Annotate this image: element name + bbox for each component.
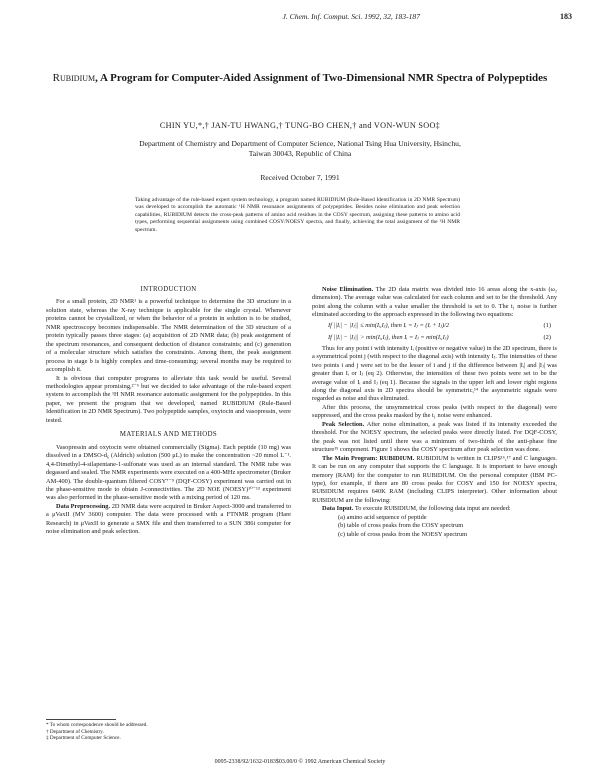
section-heading-methods: MATERIALS AND METHODS — [119, 431, 218, 439]
list-item: (b) table of cross peaks from the COSY spectrum — [338, 522, 464, 530]
data-input-paragraph — [312, 505, 557, 513]
affiliation-line-2: Taiwan 30043, Republic of China — [248, 149, 352, 158]
intro-paragraph-1: For a small protein, 2D NMR¹ is a powerful technique to determine the 3D structure in a solution state, whereas the X-ray technique is applicable for the single crystal. Whenever proteins cannot be crystallized, or when the behavior of a protein in solution is to be studied, NMR spectroscopy becomes indispensable. The NMR determination of the 3D structure of a protein typically passes three stages: (a) acquisition of 2D NMR data; (b) peak assignment of the spectrum resonances, and consequent deduction of distance constraints; and (c) generation of a molecular structure which satisfies the constraints. Among them, the peak assignment process in stage b is highly complex and time-consuming; several months may be required to accomplish it. — [46, 298, 291, 374]
footnote-chemistry: † Department of Chemistry. — [46, 728, 104, 735]
running-header — [0, 12, 600, 26]
data-input-text: To execute RUBIDIUM, the following data input are needed: — [353, 505, 511, 513]
main-program-text: RUBIDIUM is written in CLIPS¹⁶,¹⁷ and C languages. It can be run on any computer that supports the C language. It is important to have enough memory (RAM) for the computer to run RUBIDIUM. On the personal computer (IBM PC-type), for example, if there are 80 cross peaks for COSY and 150 for NOESY spectra, RUBIDIUM requires 640K RAM (including CLIPS interpreter). Other information about RUBIDIUM are the following: — [312, 454, 557, 504]
peak-text: After noise elimination, a peak was listed if its intensity exceeded the threshold. For the NOESY spectrum, the selected peaks were directly listed. For DQF-COSY, the peak was not listed until there was a minimum of two-thirds of the anti-phase fine structure¹⁵ component. Figure 1 shows the COSY spectrum after peak selection was done. — [312, 420, 557, 454]
runin-heading-main-program: The Main Program: RUBIDIUM. — [322, 454, 415, 462]
runin-heading-preprocessing: Data Preprocessing. — [56, 502, 111, 510]
title-text: , A Program for Computer-Aided Assignment of Two-Dimensional NMR Spectra of Polypeptides — [95, 72, 548, 84]
journal-citation: J. Chem. Inf. Comput. Sci. 1992, 32, 183-187 — [282, 12, 420, 21]
runin-heading-noise: Noise Elimination. — [322, 286, 374, 293]
received-date: Received October 7, 1991 — [260, 173, 340, 182]
equation-2-number: (2) — [543, 334, 551, 342]
footnotes — [46, 719, 291, 742]
copyright-footer: 0095-2338/92/1632-0183$03.00/0 © 1992 American Chemical Society — [214, 759, 386, 765]
affiliation-line-1: Department of Chemistry and Department of Computer Science, National Tsing Hua University, Hsinchu, — [139, 139, 461, 148]
page-number: 183 — [560, 12, 572, 21]
equation-2-text: If ||Iᵢ| − |Iⱼ|| > min(Iᵢ,Iⱼ), then Iᵢ = Iⱼ = min(Iᵢ,Iⱼ) — [328, 334, 449, 342]
equation-1 — [312, 320, 557, 332]
article-title — [40, 70, 560, 86]
abstract: Taking advantage of the rule-based expert system technology, a program named RUBIDIUM (Rule-Based Identification in 2D NMR Spectrum) was developed to accomplish the automatic ¹H NMR resonance assignments of polypeptides. Besides noise elimination and peak selection capabilities, RUBIDIUM detects the cross-peak patterns of amino acid residues in the COSY spectrum, assigning these patterns to amino acid types, performing sequential assignments using combined COSY/NOESY spectra, and finally, achieving the total assignment of the ¹H NMR spectrum. — [135, 197, 460, 233]
noise-paragraph-2: Thus for any point i with intensity Iᵢ (positive or negative value) in the 2D spectrum, there is a symmetrical point j (with respect to the diagonal axis) with intensity Iⱼ. The intensities of these two points i and j were set to be the lesser of i and j if the difference between |Iᵢ| and |Iⱼ| was greater than Iᵢ or Iⱼ (eq 2). Otherwise, the intensities of these two points were set to be the average value of Iᵢ and Iⱼ (eq 1). Because the signals in the upper left and lower right regions along the diagonal axis in 2D spectra should be symmetric,¹⁴ the asymmetric signals were regarded as noise and thus eliminated. — [312, 344, 557, 403]
author-list: CHIN YU,*,† JAN-TU HWANG,† TUNG-BO CHEN,† and VON-WUN SOO‡ — [159, 121, 441, 130]
intro-paragraph-2: It is obvious that computer programs to alleviate this task would be useful. Several methodologies appear promising,²⁻⁶ but we decided to take advantage of the rule-based expert system to accomplish the ¹H NMR resonance automatic assignment for the polypeptides. In this paper, we present the program that we developed, named RUBIDIUM (Rule-Based Identification in 2D NMR Spectrum). Two polypeptide samples, oxytocin and vasopressin, were tested. — [46, 374, 291, 424]
equation-1-text: If ||Iᵢ| − |Iⱼ|| ≤ min(Iᵢ,Iⱼ), then Iᵢ = Iⱼ = (Iᵢ + Iⱼ)/2 — [328, 321, 450, 329]
noise-paragraph-1 — [312, 286, 557, 320]
data-input-list — [312, 514, 557, 539]
section-heading-introduction: INTRODUCTION — [140, 286, 197, 293]
list-item: (c) table of cross peaks from the NOESY spectrum — [338, 530, 468, 538]
main-program-paragraph — [312, 455, 557, 506]
methods-paragraph-2 — [46, 503, 291, 537]
runin-heading-peak: Peak Selection. — [322, 420, 365, 428]
equation-1-number: (1) — [543, 321, 551, 329]
peak-paragraph — [312, 421, 557, 455]
footnote-rule — [46, 719, 116, 720]
methods-paragraph-1: Vasopressin and oxytocin were obtained commercially (Sigma). Each peptide (10 mg) was dissolved in a DMSO-d₆ (Aldrich) solution (500 μL) to make the concentration ~20 mmol L⁻¹. 4,4-Dimethyl-4-silapentane-1-sulfonate was used as an internal standard. The NMR tube was degassed and sealed. The NMR experiments were executed on a 400-MHz spectrometer (Bruker AM-400). The double-quantum filtered COSY⁷⁻⁹ (DQF-COSY) experiment was carried out in the phase-sensitive mode to obtain J-connectivities. The 2D NOE (NOESY)¹⁰⁻¹³ experiment was also performed in the phase-sensitive mode with a mixing period of 120 ms. — [46, 443, 291, 502]
preprocessing-text: 2D NMR data were acquired in Bruker Aspect-3000 and transferred to a μVaxII (MV 3600) computer. The data were processed with a FTNMR program (Hare Research) in μVaxII to generate a SMX file and then transferred to a SUN 386i computer for noise elimination and peak selection. — [46, 502, 291, 536]
noise-text: The 2D data matrix was divided into 16 areas along the x-axis (ω₂ dimension). The average value was calculated for each column and set to be the threshold. Any point along the column with a value smaller the threshold is set to 0. The t₁ noise is further eliminated according to the approach expressed in the following two equations: — [312, 286, 557, 319]
left-column — [46, 286, 291, 537]
title-program-name: Rubidium — [52, 72, 96, 84]
noise-paragraph-3: After this process, the unsymmetrical cross peaks (with respect to the diagonal) were suppressed, and the cross peaks masked by the t₁ noise were enhanced. — [312, 403, 557, 420]
list-item: (a) amino acid sequence of peptide — [338, 513, 427, 521]
footnote-computer-science: ‡ Department of Computer Science. — [46, 735, 121, 742]
right-column — [312, 286, 557, 539]
equation-2 — [312, 332, 557, 344]
footnote-corresponding: * To whom correspondence should be addressed. — [46, 722, 148, 728]
affiliation — [40, 139, 560, 159]
runin-heading-data-input: Data Input. — [322, 505, 354, 513]
